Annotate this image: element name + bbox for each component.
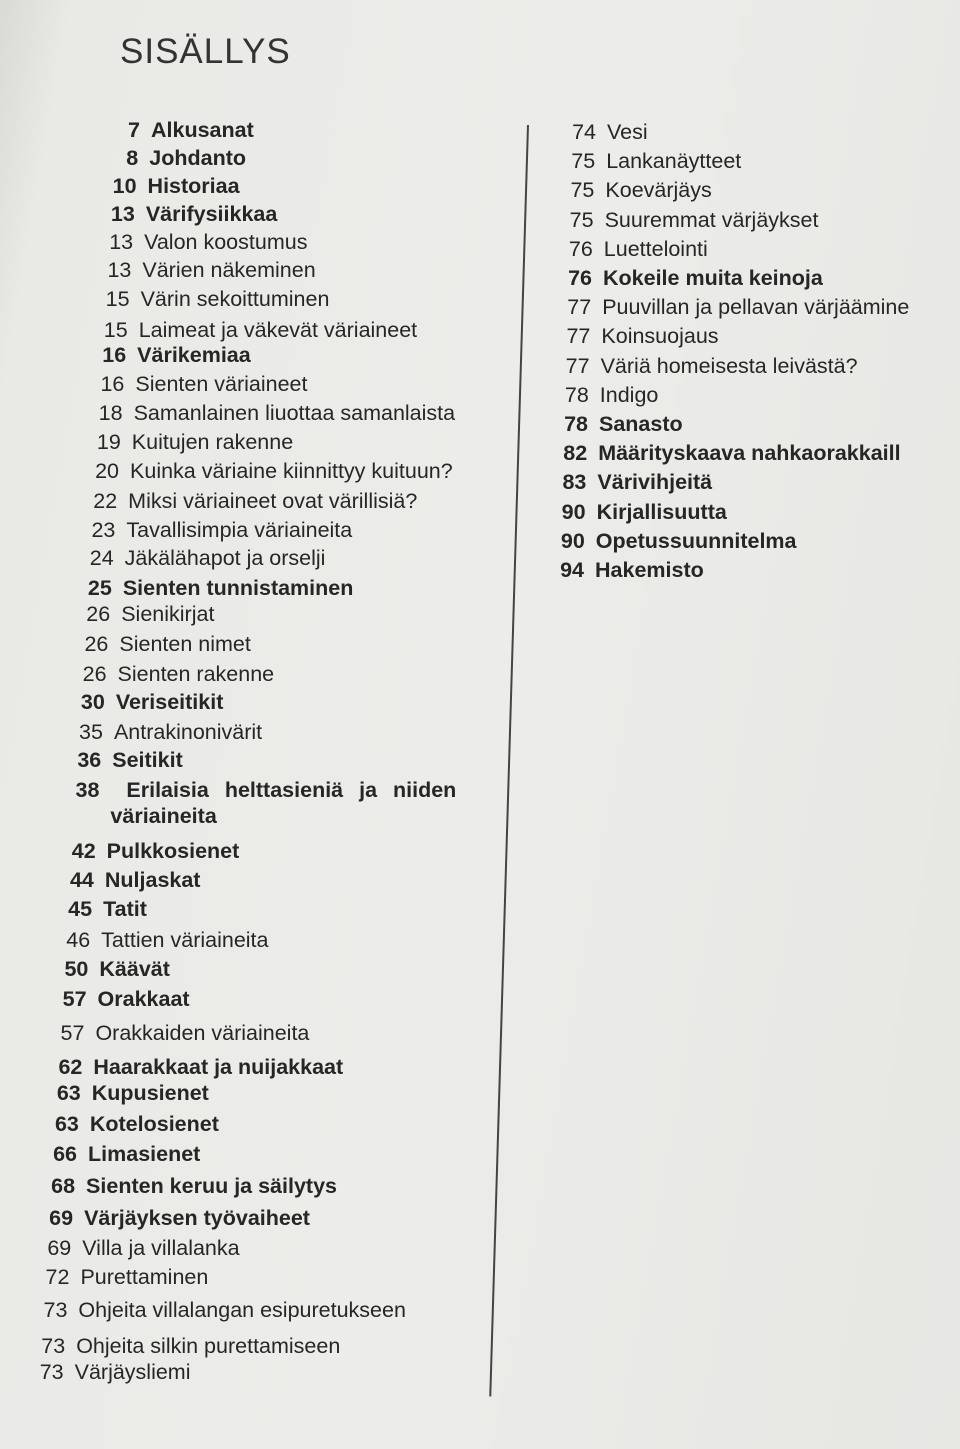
entry-title: Valon koostumus <box>144 230 308 254</box>
toc-entry <box>557 294 909 320</box>
page-number: 35 <box>79 720 103 744</box>
toc-entry <box>555 382 659 408</box>
entry-title: Määrityskaava nahkaorakkaill <box>598 441 901 466</box>
toc-entry <box>80 545 326 571</box>
page-number: 13 <box>107 258 132 282</box>
toc-entry <box>30 1359 191 1385</box>
toc-entry <box>39 1205 310 1231</box>
entry-title: Samanlainen liuottaa samanlaista <box>133 401 456 425</box>
page-number: 77 <box>567 295 592 320</box>
entry-title: Orakkaat <box>97 987 190 1011</box>
page-number: 76 <box>568 236 593 261</box>
page-number: 46 <box>66 928 91 952</box>
toc-entry <box>106 117 254 143</box>
entry-title: Suuremmat värjäykset <box>604 207 819 232</box>
entry-title: Sienten keruu ja säilytys <box>86 1174 337 1198</box>
entry-title: Indigo <box>599 382 659 407</box>
toc-entry <box>551 528 797 554</box>
entry-title: Historiaa <box>147 174 240 198</box>
entry-title: Haarakkaat ja nuijakkaat <box>93 1055 344 1079</box>
page-number: 66 <box>53 1142 78 1166</box>
page-number: 26 <box>82 662 107 686</box>
toc-entry <box>103 173 240 199</box>
page-number: 69 <box>49 1206 74 1230</box>
entry-title: Tattien väriaineita <box>101 928 269 952</box>
entry-title: Sienten nimet <box>119 632 251 656</box>
entry-title: Käävät <box>99 957 170 981</box>
entry-title: Ohjeita villalangan esipuretukseen <box>78 1298 406 1322</box>
entry-title: Puuvillan ja pellavan värjäämine <box>602 295 910 320</box>
page-number: 36 <box>77 748 102 772</box>
page-number: 13 <box>110 202 135 226</box>
toc-entry <box>31 1333 340 1359</box>
entry-title: Kupusienet <box>91 1081 209 1105</box>
page-number: 63 <box>54 1112 79 1136</box>
toc-entry <box>81 517 352 543</box>
page-number: 77 <box>565 353 590 378</box>
page-number: 7 <box>128 118 140 142</box>
toc-entry <box>97 257 315 283</box>
entry-title: Värin sekoittuminen <box>140 287 330 311</box>
page-number: 74 <box>572 120 596 144</box>
page-number: 83 <box>562 470 587 495</box>
entry-title: Antrakinonivärit <box>113 720 263 744</box>
toc-entry <box>41 1173 337 1199</box>
page-number: 57 <box>60 1021 85 1045</box>
entry-title: Värien näkeminen <box>142 258 316 282</box>
column-divider <box>489 125 528 1396</box>
entry-title: Värifysiikkaa <box>145 202 278 226</box>
toc-entry <box>556 353 858 379</box>
entry-title: Sienten väriaineet <box>135 372 308 396</box>
page-number: 63 <box>56 1081 81 1105</box>
toc-entry <box>69 719 262 745</box>
page-number: 45 <box>68 897 93 921</box>
entry-title: Kuitujen rakenne <box>131 430 294 454</box>
page-number: 73 <box>43 1298 68 1322</box>
toc-entry <box>104 145 246 171</box>
entry-title: Väriä homeisesta leivästä? <box>600 353 858 378</box>
page-number: 75 <box>571 149 596 174</box>
toc-entry <box>50 1020 309 1046</box>
entry-title: Värjäysliemi <box>74 1360 191 1384</box>
entry-title: Veriseitikit <box>115 690 224 714</box>
toc-entry <box>556 323 718 349</box>
entry-title: Koinsuojaus <box>601 324 719 349</box>
entry-title: Värikemiaa <box>137 343 251 367</box>
page-number: 77 <box>566 324 591 349</box>
page-number: 90 <box>561 499 586 524</box>
entry-title: Johdanto <box>149 146 247 170</box>
page-number: 73 <box>39 1360 64 1384</box>
page-number: 72 <box>45 1265 70 1289</box>
page-number: 76 <box>568 266 592 290</box>
toc-entry <box>43 1141 200 1167</box>
toc-entry <box>35 1264 208 1290</box>
entry-title: Koevärjäys <box>605 178 712 203</box>
toc-entry <box>48 1054 343 1080</box>
toc-entry <box>552 499 727 525</box>
page-number: 18 <box>98 401 123 425</box>
entry-title: Nuljaskat <box>104 868 201 892</box>
entry-title: Villa ja villalanka <box>82 1236 240 1260</box>
toc-entry <box>101 201 278 227</box>
toc-entry <box>65 777 500 829</box>
page-number: 26 <box>86 602 111 626</box>
page-number: 69 <box>47 1236 72 1260</box>
entry-title: Alkusanat <box>151 118 254 142</box>
toc-entry <box>92 342 251 368</box>
toc-entry <box>554 411 683 437</box>
toc-entry <box>53 986 190 1012</box>
page-number: 38 <box>75 778 100 802</box>
entry-title: Tatit <box>103 897 147 921</box>
toc-entry <box>60 867 201 893</box>
toc-entry <box>83 488 417 514</box>
toc-entry <box>62 838 240 864</box>
toc-entry <box>561 148 741 174</box>
toc-entry <box>99 229 307 255</box>
page-number: 57 <box>62 987 87 1011</box>
entry-title: Limasienet <box>88 1142 201 1166</box>
toc-entry <box>33 1297 406 1323</box>
page-number: 44 <box>69 868 94 892</box>
page-number: 62 <box>58 1055 83 1079</box>
page-number: 23 <box>91 518 116 542</box>
entry-title: Seitikit <box>112 748 183 772</box>
toc-entry <box>562 119 648 145</box>
entry-title: Sienten rakenne <box>117 662 275 686</box>
toc-entry <box>89 400 456 426</box>
toc-entry <box>71 689 224 715</box>
toc-entry <box>73 661 275 687</box>
toc-entry <box>56 927 268 953</box>
page-number: 19 <box>96 430 121 454</box>
toc-entry <box>74 631 250 657</box>
entry-title: Luettelointi <box>603 236 708 261</box>
page-number: 30 <box>80 690 105 714</box>
toc-entry <box>550 557 704 583</box>
toc-entry <box>45 1111 219 1137</box>
toc-entry <box>559 236 708 262</box>
entry-title: Sienten tunnistaminen <box>122 576 354 600</box>
entry-title: Kotelosienet <box>89 1112 219 1136</box>
page-number: 8 <box>126 146 139 170</box>
toc-entry <box>58 896 147 922</box>
page-title: SISÄLLYS <box>120 32 291 71</box>
toc-entry <box>47 1080 209 1106</box>
page-number: 15 <box>105 287 130 311</box>
entry-title: Erilaisia helttasieniä ja niiden väriaineita <box>110 778 457 828</box>
toc-entry <box>37 1235 239 1261</box>
toc-entry <box>87 429 293 455</box>
page-number: 25 <box>87 576 112 600</box>
page-number: 78 <box>564 382 589 407</box>
page-number: 82 <box>563 441 588 466</box>
toc-entry <box>96 286 330 312</box>
toc-entry <box>90 371 307 397</box>
page-number: 50 <box>64 957 89 981</box>
entry-title: Värjäyksen työvaiheet <box>84 1206 310 1230</box>
toc-entry <box>94 317 417 343</box>
page-number: 75 <box>570 178 595 203</box>
entry-title: Sienikirjat <box>121 602 215 626</box>
entry-title: Pulkkosienet <box>106 839 240 863</box>
entry-title: Jäkälähapot ja orselji <box>124 546 326 570</box>
entry-title: Orakkaiden väriaineita <box>95 1021 310 1045</box>
entry-title: Sanasto <box>599 412 683 436</box>
page-number: 68 <box>51 1174 76 1198</box>
entry-title: Kuinka väriaine kiinnittyy kuituun? <box>130 459 453 483</box>
entry-title: Vesi <box>607 120 648 144</box>
toc-entry <box>560 207 819 233</box>
entry-title: Ohjeita silkin purettamiseen <box>76 1334 341 1358</box>
toc-entry <box>560 177 711 203</box>
page-number: 16 <box>100 372 125 396</box>
toc-entry <box>552 469 712 495</box>
page-number: 75 <box>569 207 594 232</box>
toc-entry <box>76 601 214 627</box>
entry-title: Opetussuunnitelma <box>595 528 797 553</box>
page-number: 20 <box>95 459 120 483</box>
page-number: 94 <box>560 558 584 582</box>
page-number: 10 <box>112 174 137 198</box>
entry-title: Miksi väriaineet ovat värillisiä? <box>128 489 418 513</box>
toc-entry <box>67 747 183 773</box>
page-number: 24 <box>89 546 114 570</box>
entry-title: Laimeat ja väkevät väriaineet <box>138 318 418 342</box>
page-number: 16 <box>102 343 127 367</box>
entry-title: Purettaminen <box>80 1265 209 1289</box>
page-number: 78 <box>564 412 588 436</box>
page-number: 73 <box>41 1334 66 1358</box>
toc-entry <box>54 956 170 982</box>
entry-title: Kirjallisuutta <box>596 499 727 524</box>
page-number: 42 <box>71 839 96 863</box>
page-number: 15 <box>103 318 128 342</box>
entry-title: Lankanäytteet <box>606 149 742 174</box>
toc-entry <box>558 265 823 291</box>
entry-title: Tavallisimpia väriaineita <box>126 518 353 542</box>
page-number: 90 <box>560 528 585 553</box>
page-number: 13 <box>109 230 134 254</box>
page-number: 22 <box>93 489 118 513</box>
entry-title: Hakemisto <box>595 558 704 582</box>
entry-title: Kokeile muita keinoja <box>603 266 823 290</box>
page-number: 26 <box>84 632 109 656</box>
toc-entry <box>553 440 900 466</box>
toc-entry <box>85 458 453 484</box>
entry-title: Värivihjeitä <box>597 470 713 495</box>
toc-entry <box>78 575 354 601</box>
